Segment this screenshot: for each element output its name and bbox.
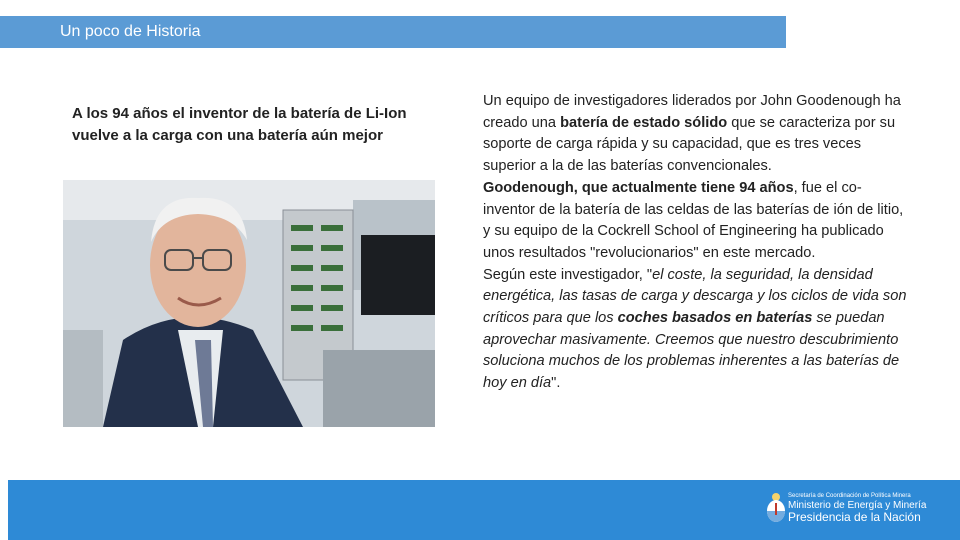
page-title: Un poco de Historia	[60, 23, 201, 40]
p3-bold-italic: coches basados en baterías	[617, 310, 813, 327]
paragraph-2	[483, 178, 908, 265]
title-bar	[0, 16, 786, 48]
article-body	[483, 91, 908, 395]
ministry-logo	[760, 490, 950, 532]
photo-illustration	[63, 180, 435, 427]
p2-text: , fue el co-inventor de la batería de las celdas de las baterías de ión de litio, y su equipo de la Cockrell School of Engineering ha publicado unos resultados "revolucionarios" en este mercado.	[483, 179, 904, 261]
p3-text-a: Según este investigador, "	[483, 266, 653, 283]
footer-line-3: Presidencia de la Nación	[788, 510, 921, 524]
paragraph-3	[483, 265, 908, 395]
p3-quote-italic: el coste, la seguridad, la densidad energética, las tasas de carga y descarga y los ciclos de vida son críticos para que los	[483, 266, 907, 327]
argentina-coat-of-arms-icon	[764, 491, 788, 523]
article-headline: A los 94 años el inventor de la batería de Li-Ion vuelve a la carga con una batería aún mejor	[72, 105, 407, 144]
paragraph-1	[483, 91, 908, 178]
p1-text-c: que se caracteriza por su soporte de carga rápida y su capacidad, que es tres veces superior a la de las baterías convencionales.	[483, 114, 896, 175]
footer-line-2: Ministerio de Energía y Minería	[788, 500, 927, 511]
p3-quote-italic-end: se puedan aprovechar masivamente. Creemos que nuestro descubrimiento soluciona muchos de los problemas inherentes a las baterías de hoy en día	[483, 310, 900, 392]
p1-bold: batería de estado sólido	[560, 114, 728, 131]
p1-text-a: Un equipo de investigadores liderados por John Goodenough ha creado una	[483, 93, 901, 131]
photo-goodenough	[63, 180, 435, 427]
footer-line-1: Secretaría de Coordinación de Política Minera	[788, 493, 911, 499]
p3-closing: ".	[551, 375, 561, 392]
p2-bold: Goodenough, que actualmente tiene 94 años	[483, 179, 794, 196]
